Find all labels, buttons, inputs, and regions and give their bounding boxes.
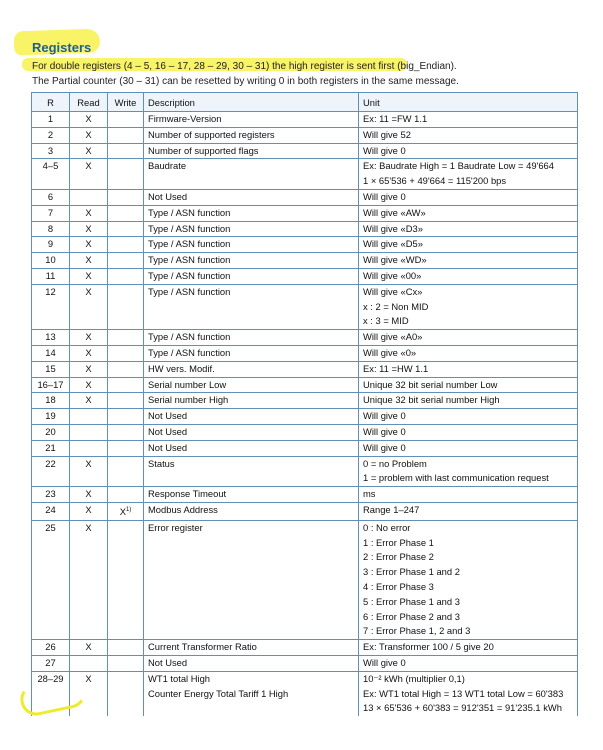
unit-line: Will give 0 (363, 144, 406, 156)
description-line: Current Transformer Ratio (148, 641, 257, 653)
write-footnote-mark: 1) (125, 506, 132, 513)
unit-line: x : 3 = MID (363, 315, 409, 327)
cell-read: X (70, 127, 108, 143)
cell-unit (359, 284, 578, 329)
cell-write (108, 377, 144, 393)
cell-read: X (70, 268, 108, 284)
table-row (32, 330, 578, 346)
cell-description (144, 205, 359, 221)
cell-write (108, 189, 144, 205)
cell-register: 1 (32, 112, 70, 128)
table-row (32, 671, 578, 716)
cell-register: 7 (32, 205, 70, 221)
cell-register: 4–5 (32, 159, 70, 190)
cell-unit (359, 456, 578, 487)
table-row (32, 237, 578, 253)
unit-line: Will give «0» (363, 346, 417, 358)
partial-counter-note: The Partial counter (30 – 31) can be resetted by writing 0 in both registers in the same message. (32, 76, 459, 87)
cell-unit (359, 237, 578, 253)
unit-line: Will give 0 (363, 190, 406, 202)
cell-read (70, 409, 108, 425)
table-row (32, 221, 578, 237)
cell-description (144, 159, 359, 190)
cell-description (144, 656, 359, 672)
unit-line: Unique 32 bit serial number High (363, 394, 500, 406)
cell-read: X (70, 253, 108, 269)
unit-line: 5 : Error Phase 1 and 3 (363, 595, 460, 607)
cell-unit (359, 440, 578, 456)
page-title: Registers (32, 40, 92, 55)
table-row (32, 159, 578, 190)
cell-unit (359, 268, 578, 284)
cell-register: 21 (32, 440, 70, 456)
cell-description (144, 377, 359, 393)
cell-unit (359, 253, 578, 269)
unit-line: 10⁻² kWh (multiplier 0,1) (363, 672, 465, 684)
cell-register: 20 (32, 424, 70, 440)
cell-register: 10 (32, 253, 70, 269)
table-row (32, 456, 578, 487)
cell-read: X (70, 640, 108, 656)
cell-read: X (70, 361, 108, 377)
table-row (32, 205, 578, 221)
table-header-row (32, 93, 578, 112)
description-line: Not Used (148, 657, 188, 669)
unit-line: Ex: Baudrate High = 1 Baudrate Low = 49'664 (363, 160, 554, 172)
cell-read: X (70, 520, 108, 639)
unit-line: 1 × 65'536 + 49'664 = 115'200 bps (363, 175, 507, 187)
table-row (32, 377, 578, 393)
cell-read: X (70, 143, 108, 159)
cell-write (108, 127, 144, 143)
description-line: Type / ASN function (148, 238, 231, 250)
cell-write (108, 112, 144, 128)
cell-register: 14 (32, 345, 70, 361)
unit-line: Will give «A0» (363, 331, 423, 343)
cell-register: 28–29 (32, 671, 70, 716)
cell-write (108, 361, 144, 377)
cell-register: 12 (32, 284, 70, 329)
cell-unit (359, 393, 578, 409)
table-row (32, 284, 578, 329)
cell-unit (359, 640, 578, 656)
description-line: Type / ASN function (148, 285, 231, 297)
cell-write (108, 284, 144, 329)
table-row (32, 502, 578, 520)
unit-line: Ex: WT1 total High = 13 WT1 total Low = 60'383 (363, 687, 564, 699)
cell-description (144, 393, 359, 409)
cell-read: X (70, 205, 108, 221)
table-row (32, 409, 578, 425)
cell-register: 15 (32, 361, 70, 377)
cell-write (108, 409, 144, 425)
cell-register: 8 (32, 221, 70, 237)
table-row (32, 640, 578, 656)
unit-line: 4 : Error Phase 3 (363, 581, 434, 593)
description-line: Number of supported flags (148, 144, 259, 156)
register-table (31, 92, 578, 716)
cell-description (144, 502, 359, 520)
cell-unit (359, 361, 578, 377)
unit-line: x : 2 = Non MID (363, 300, 429, 312)
cell-register: 6 (32, 189, 70, 205)
cell-write (108, 253, 144, 269)
cell-register: 26 (32, 640, 70, 656)
cell-unit (359, 159, 578, 190)
table-row (32, 143, 578, 159)
unit-line: Will give 0 (363, 441, 406, 453)
description-line: WT1 total High (148, 672, 210, 684)
description-line: Type / ASN function (148, 254, 231, 266)
cell-description (144, 409, 359, 425)
double-register-note: For double registers (4 – 5, 16 – 17, 28 – 29, 30 – 31) the high register is sent first (big_Endian). (32, 61, 457, 72)
cell-description (144, 221, 359, 237)
table-row (32, 189, 578, 205)
unit-line: Ex: Transformer 100 / 5 give 20 (363, 641, 494, 653)
cell-description (144, 189, 359, 205)
cell-unit (359, 205, 578, 221)
unit-line: Will give «D5» (363, 238, 423, 250)
cell-read (70, 424, 108, 440)
description-line: Status (148, 457, 175, 469)
description-line: Not Used (148, 441, 188, 453)
unit-line: Range 1–247 (363, 503, 420, 515)
cell-read: X (70, 345, 108, 361)
cell-unit (359, 502, 578, 520)
unit-line: 0 : No error (363, 521, 411, 533)
description-line: Not Used (148, 410, 188, 422)
cell-read: X (70, 112, 108, 128)
cell-description (144, 253, 359, 269)
table-row (32, 112, 578, 128)
cell-register: 13 (32, 330, 70, 346)
cell-register: 23 (32, 487, 70, 503)
cell-register: 25 (32, 520, 70, 639)
cell-unit (359, 112, 578, 128)
cell-register: 9 (32, 237, 70, 253)
unit-line: Ex: 11 =HW 1.1 (363, 362, 429, 374)
cell-read: X (70, 487, 108, 503)
cell-unit (359, 656, 578, 672)
table-row (32, 361, 578, 377)
cell-read (70, 189, 108, 205)
cell-read: X (70, 377, 108, 393)
description-line: Baudrate (148, 160, 187, 172)
cell-register: 24 (32, 502, 70, 520)
cell-register: 11 (32, 268, 70, 284)
description-line: Counter Energy Total Tariff 1 High (148, 687, 289, 699)
description-line: Type / ASN function (148, 222, 231, 234)
cell-unit (359, 487, 578, 503)
unit-line: ms (363, 488, 376, 500)
unit-line: Will give 0 (363, 657, 406, 669)
cell-unit (359, 221, 578, 237)
cell-write (108, 159, 144, 190)
unit-line: Will give «00» (363, 269, 422, 281)
unit-line: Will give 52 (363, 128, 411, 140)
unit-line: 1 : Error Phase 1 (363, 536, 434, 548)
unit-line: 2 : Error Phase 2 (363, 551, 434, 563)
cell-description (144, 345, 359, 361)
cell-read: X (70, 237, 108, 253)
header-write: Write (108, 93, 144, 112)
unit-line: Will give «AW» (363, 206, 426, 218)
table-row (32, 656, 578, 672)
unit-line: 13 × 65'536 + 60'383 = 912'351 = 91'235.1 kWh (363, 702, 562, 714)
unit-line: Unique 32 bit serial number Low (363, 378, 498, 390)
cell-description (144, 268, 359, 284)
cell-register: 2 (32, 127, 70, 143)
description-line: Response Timeout (148, 488, 227, 500)
cell-description (144, 127, 359, 143)
description-line: Serial number Low (148, 378, 227, 390)
cell-register: 3 (32, 143, 70, 159)
unit-line: 1 = problem with last communication request (363, 472, 549, 484)
unit-line: Will give 0 (363, 410, 406, 422)
cell-read: X (70, 284, 108, 329)
unit-line: 6 : Error Phase 2 and 3 (363, 610, 460, 622)
description-line: Error register (148, 521, 203, 533)
unit-line: Will give 0 (363, 425, 406, 437)
description-line: Type / ASN function (148, 346, 231, 358)
table-row (32, 127, 578, 143)
unit-line: 0 = no Problem (363, 457, 427, 469)
description-line: Number of supported registers (148, 128, 275, 140)
table-body (32, 112, 578, 717)
cell-read (70, 440, 108, 456)
cell-write (108, 456, 144, 487)
cell-read: X (70, 159, 108, 190)
cell-unit (359, 671, 578, 716)
cell-unit (359, 189, 578, 205)
cell-read: X (70, 456, 108, 487)
cell-write (108, 205, 144, 221)
cell-unit (359, 520, 578, 639)
cell-register: 16–17 (32, 377, 70, 393)
unit-line: Will give «Cx» (363, 285, 423, 297)
cell-register: 27 (32, 656, 70, 672)
cell-write (108, 330, 144, 346)
cell-write (108, 143, 144, 159)
cell-write (108, 424, 144, 440)
unit-line: Will give «D3» (363, 222, 423, 234)
cell-register: 19 (32, 409, 70, 425)
table-row (32, 253, 578, 269)
cell-write (108, 656, 144, 672)
cell-write (108, 237, 144, 253)
cell-read: X (70, 502, 108, 520)
header-description: Description (144, 93, 359, 112)
header-unit: Unit (359, 93, 578, 112)
cell-write (108, 393, 144, 409)
cell-write (108, 487, 144, 503)
cell-register: 18 (32, 393, 70, 409)
cell-unit (359, 409, 578, 425)
description-line: Not Used (148, 425, 188, 437)
cell-description (144, 361, 359, 377)
table-row (32, 268, 578, 284)
cell-description (144, 143, 359, 159)
cell-read (70, 656, 108, 672)
cell-write (108, 345, 144, 361)
cell-unit (359, 143, 578, 159)
cell-description (144, 440, 359, 456)
description-line: Type / ASN function (148, 206, 231, 218)
unit-line: Ex: 11 =FW 1.1 (363, 113, 428, 124)
cell-write (108, 520, 144, 639)
cell-unit (359, 330, 578, 346)
table-row (32, 393, 578, 409)
description-line: HW vers. Modif. (148, 362, 215, 374)
cell-description (144, 671, 359, 716)
cell-read: X (70, 330, 108, 346)
cell-write (108, 221, 144, 237)
unit-line: Will give «WD» (363, 254, 427, 266)
cell-unit (359, 127, 578, 143)
cell-unit (359, 345, 578, 361)
cell-read: X (70, 221, 108, 237)
cell-description (144, 424, 359, 440)
cell-read: X (70, 671, 108, 716)
unit-line: 7 : Error Phase 1, 2 and 3 (363, 625, 471, 637)
cell-description (144, 640, 359, 656)
table-row (32, 487, 578, 503)
cell-description (144, 456, 359, 487)
unit-line: 3 : Error Phase 1 and 2 (363, 566, 460, 578)
table-row (32, 440, 578, 456)
cell-description (144, 284, 359, 329)
cell-unit (359, 424, 578, 440)
cell-register: 22 (32, 456, 70, 487)
cell-read: X (70, 393, 108, 409)
cell-write (108, 640, 144, 656)
cell-unit (359, 377, 578, 393)
description-line: Firmware-Version (148, 113, 222, 124)
description-line: Serial number High (148, 394, 229, 406)
cell-write: $X^{1)}$ (108, 502, 144, 520)
cell-write (108, 440, 144, 456)
header-read: Read (70, 93, 108, 112)
description-line: Type / ASN function (148, 331, 231, 343)
cell-description (144, 487, 359, 503)
description-line: Type / ASN function (148, 269, 231, 281)
cell-description (144, 520, 359, 639)
cell-write (108, 671, 144, 716)
header-r: R (32, 93, 70, 112)
cell-description (144, 112, 359, 128)
cell-write (108, 268, 144, 284)
cell-description (144, 237, 359, 253)
description-line: Modbus Address (148, 503, 218, 515)
table-row (32, 520, 578, 639)
table-row (32, 424, 578, 440)
cell-description (144, 330, 359, 346)
table-row (32, 345, 578, 361)
description-line: Not Used (148, 190, 188, 202)
